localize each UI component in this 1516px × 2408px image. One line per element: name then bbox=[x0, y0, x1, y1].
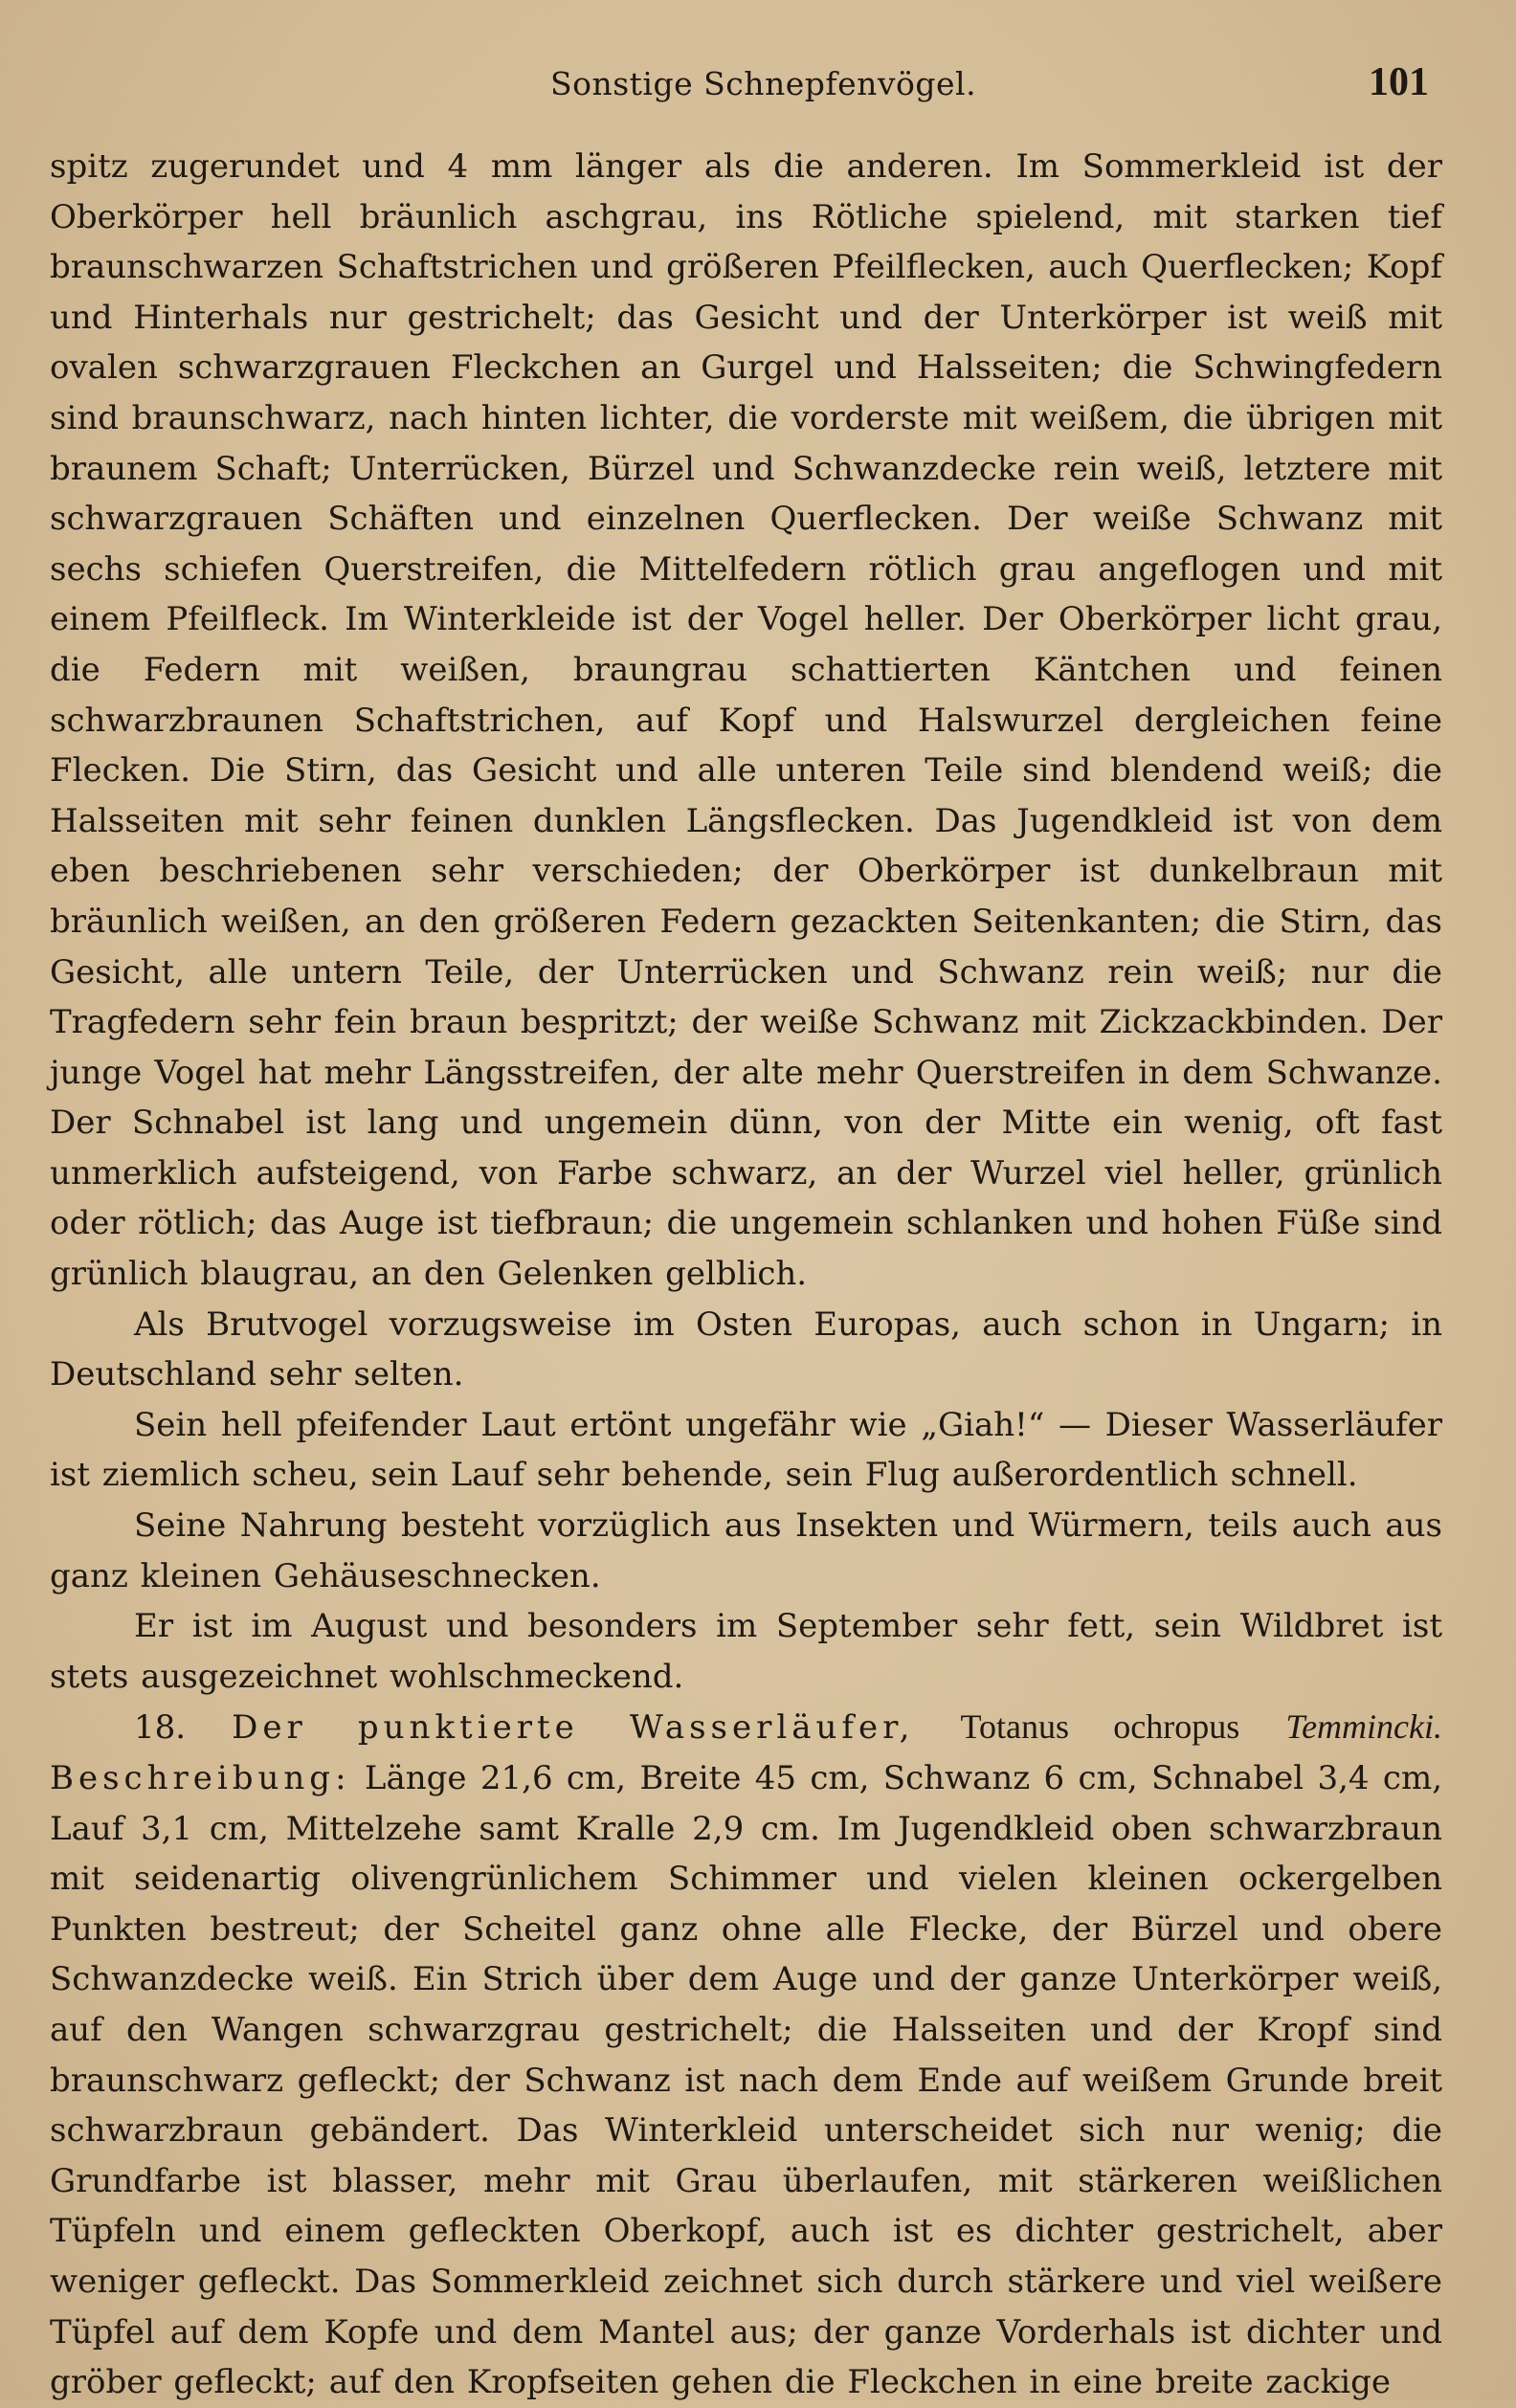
page-number: 101 bbox=[1369, 60, 1429, 104]
running-head-title: Sonstige Schnepfenvögel. bbox=[550, 65, 977, 102]
species-description: Länge 21,6 cm, Breite 45 cm, Schwanz 6 cm, Schnabel 3,4 cm, Lauf 3,1 cm, Mittelzehe samt Kralle 2,9 cm. Im Jugendkleid oben schwarzbraun mit seidenartig olivengrünlichem Schimmer und vielen kleinen ockergelben Punkten bestreut; der Scheitel ganz ohne alle Flecke, der Bürzel und obere Schwanzdecke weiß. Ein Strich über dem Auge und der ganze Unterkörper weiß, auf den Wangen schwarzgrau gestrichelt; die Halsseiten und der Kropf sind braunschwarz gefleckt; der Schwanz ist nach dem Ende auf weißem Grunde breit schwarzbraun gebändert. Das Winterkleid unterscheidet sich nur wenig; die Grundfarbe ist blasser, mehr mit Grau überlaufen, mit stärkeren weißlichen Tüpfeln und einem gefleckten Oberkopf, auch ist es dichter gestrichelt, aber weniger gefleckt. Das Sommerkleid zeichnet sich durch stärkere und viel weißere Tüpfel auf dem Kopfe und dem Mantel aus; der ganze Vorderhals ist dichter und gröber gefleckt; auf den Kropfseiten gehen die Fleckchen in eine breite zackige bbox=[50, 1759, 1442, 2402]
paragraph-plumage-description: spitz zugerundet und 4 mm länger als die anderen. Im Sommerkleid ist der Oberkörper hell bräunlich aschgrau, ins Rötliche spielend, mit starken tief braunschwarzen Schaftstrichen und größeren Pfeilflecken, auch Querflecken; Kopf und Hinterhals nur gestrichelt; das Gesicht und der Unterkörper ist weiß mit ovalen schwarzgrauen Fleckchen an Gurgel und Halsseiten; die Schwingfedern sind braunschwarz, nach hinten lichter, die vorderste mit weißem, die übrigen mit braunem Schaft; Unterrücken, Bürzel und Schwanzdecke rein weiß, letztere mit schwarzgrauen Schäften und einzelnen Querflecken. Der weiße Schwanz mit sechs schiefen Querstreifen, die Mittelfedern rötlich grau angeflogen und mit einem Pfeilfleck. Im Winterkleide ist der Vogel heller. Der Oberkörper licht grau, die Federn mit weißen, braungrau schattierten Käntchen und feinen schwarzbraunen Schaftstrichen, auf Kopf und Halswurzel dergleichen feine Flecken. Die Stirn, das Gesicht und alle unteren Teile sind blendend weiß; die Halsseiten mit sehr feinen dunklen Längsflecken. Das Jugendkleid ist von dem eben beschriebenen sehr verschieden; der Oberkörper ist dunkelbraun mit bräunlich weißen, an den größeren Federn gezackten Seitenkanten; die Stirn, das Gesicht, alle untern Teile, der Unterrücken und Schwanz rein weiß; nur die Tragfedern sehr fein braun bespritzt; der weiße Schwanz mit Zickzackbinden. Der junge Vogel hat mehr Längsstreifen, der alte mehr Querstreifen in dem Schwanze. Der Schnabel ist lang und ungemein dünn, von der Mitte ein wenig, oft fast unmerklich aufsteigend, von Farbe schwarz, an der Wurzel viel heller, grünlich oder rötlich; das Auge ist tiefbraun; die ungemein schlanken und hohen Füße sind grünlich blaugrau, an den Gelenken gelblich. bbox=[50, 147, 1442, 1294]
entry-number: 18. bbox=[134, 1708, 187, 1748]
paragraph-food: Seine Nahrung besteht vorzüglich aus Insekten und Würmern, teils auch aus ganz kleinen Gehäuseschnecken. bbox=[50, 1506, 1442, 1595]
paragraph-game-meat: Er ist im August und besonders im September sehr fett, sein Wildbret ist stets ausgezeichnet wohlschmeckend. bbox=[50, 1607, 1442, 1696]
description-label: Beschreibung: bbox=[50, 1759, 351, 1797]
body-text bbox=[50, 142, 1442, 2408]
running-head bbox=[0, 59, 1516, 126]
species-entry-18 bbox=[50, 1702, 1442, 2407]
species-latin-name: Totanus ochropus bbox=[960, 1707, 1240, 1747]
species-author: Temmincki. bbox=[1285, 1707, 1443, 1747]
species-name: Der punktierte Wasserläufer, bbox=[232, 1708, 915, 1748]
paragraph-call-behaviour: Sein hell pfeifender Laut ertönt ungefähr wie „Giah!“ — Dieser Wasserläufer ist ziemlich scheu, sein Lauf sehr behende, sein Flug außerordentlich schnell. bbox=[50, 1405, 1442, 1495]
paragraph-distribution: Als Brutvogel vorzugsweise im Osten Europas, auch schon in Ungarn; in Deutschland sehr selten. bbox=[50, 1304, 1442, 1394]
